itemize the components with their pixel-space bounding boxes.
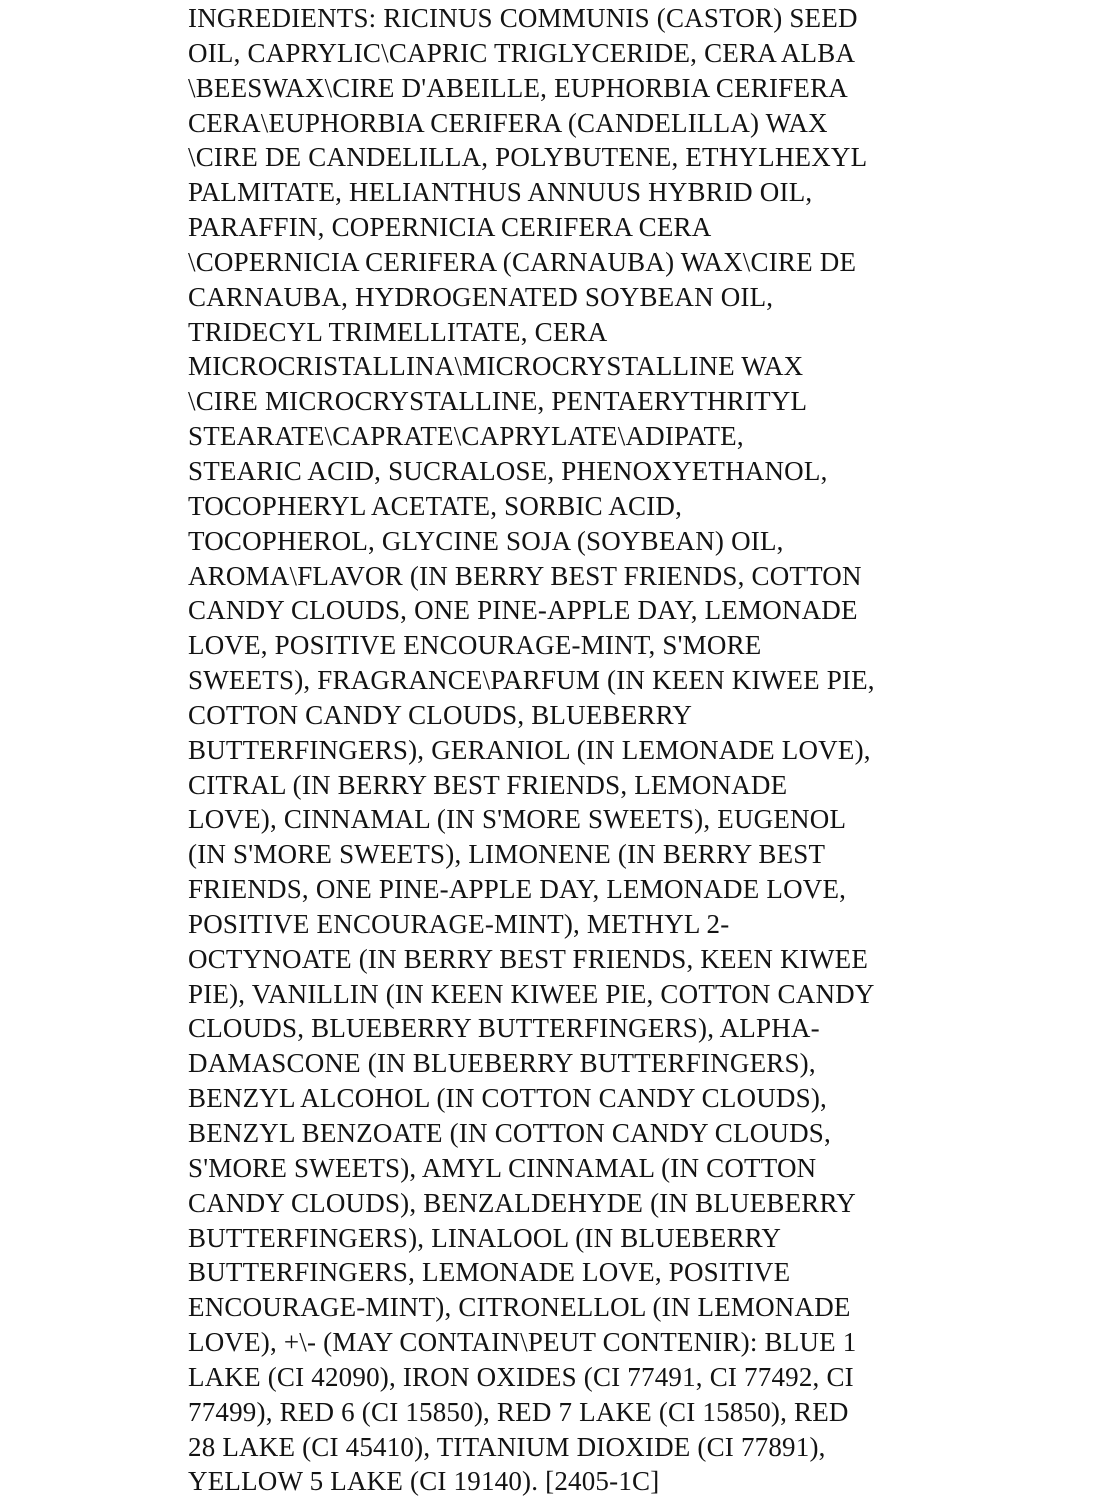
text-line: BENZYL ALCOHOL (IN COTTON CANDY CLOUDS), xyxy=(188,1083,827,1114)
text-line: PIE), VANILLIN (IN KEEN KIWEE PIE, COTTON CANDY xyxy=(188,978,875,1009)
text-line: TRIDECYL TRIMELLITATE, CERA xyxy=(188,316,608,347)
text-line: TOCOPHEROL, GLYCINE SOJA (SOYBEAN) OIL, xyxy=(188,525,784,556)
text-line: BUTTERFINGERS), LINALOOL (IN BLUEBERRY xyxy=(188,1222,782,1253)
text-line: PARAFFIN, COPERNICIA CERIFERA CERA xyxy=(188,212,712,243)
text-line: MICROCRISTALLINA\MICROCRYSTALLINE WAX xyxy=(188,351,804,382)
text-line: CITRAL (IN BERRY BEST FRIENDS, LEMONADE xyxy=(188,769,788,800)
text-line: CERA\EUPHORBIA CERIFERA (CANDELILLA) WAX xyxy=(188,107,828,138)
text-line: LAKE (CI 42090), IRON OXIDES (CI 77491, CI 77492, CI xyxy=(188,1361,854,1392)
text-line: POSITIVE ENCOURAGE-MINT), METHYL 2- xyxy=(188,908,730,939)
text-line: LOVE, POSITIVE ENCOURAGE-MINT, S'MORE xyxy=(188,630,762,661)
text-line: DAMASCONE (IN BLUEBERRY BUTTERFINGERS), xyxy=(188,1048,816,1079)
text-line: (IN S'MORE SWEETS), LIMONENE (IN BERRY BEST xyxy=(188,839,826,870)
text-line: \CIRE DE CANDELILLA, POLYBUTENE, ETHYLHEXYL xyxy=(188,142,868,173)
text-line: \CIRE MICROCRYSTALLINE, PENTAERYTHRITYL xyxy=(188,386,808,417)
text-line: BENZYL BENZOATE (IN COTTON CANDY CLOUDS, xyxy=(188,1118,831,1148)
text-line: LOVE), +\- (MAY CONTAIN\PEUT CONTENIR): BLUE 1 xyxy=(188,1327,857,1358)
text-line: OCTYNOATE (IN BERRY BEST FRIENDS, KEEN KIWEE xyxy=(188,943,869,974)
text-line: CANDY CLOUDS, ONE PINE-APPLE DAY, LEMONADE xyxy=(188,595,858,626)
text-line: S'MORE SWEETS), AMYL CINNAMAL (IN COTTON xyxy=(188,1152,817,1183)
text-line: COTTON CANDY CLOUDS, BLUEBERRY xyxy=(188,699,693,730)
text-line: \BEESWAX\CIRE D'ABEILLE, EUPHORBIA CERIFERA xyxy=(188,72,848,103)
text-line: AROMA\FLAVOR (IN BERRY BEST FRIENDS, COTTON xyxy=(188,560,862,591)
text-line: OIL, CAPRYLIC\CAPRIC TRIGLYCERIDE, CERA ALBA xyxy=(188,37,856,68)
text-line: TOCOPHERYL ACETATE, SORBIC ACID, xyxy=(188,490,683,521)
text-line: \COPERNICIA CERIFERA (CARNAUBA) WAX\CIRE DE xyxy=(188,246,857,277)
text-line: PALMITATE, HELIANTHUS ANNUUS HYBRID OIL, xyxy=(188,177,813,208)
text-line: BUTTERFINGERS, LEMONADE LOVE, POSITIVE xyxy=(188,1257,791,1288)
text-line: SWEETS), FRAGRANCE\PARFUM (IN KEEN KIWEE PIE, xyxy=(188,665,875,696)
text-line: BUTTERFINGERS), GERANIOL (IN LEMONADE LOVE), xyxy=(188,734,871,765)
text-line: ENCOURAGE-MINT), CITRONELLOL (IN LEMONADE xyxy=(188,1292,851,1323)
text-line: 28 LAKE (CI 45410), TITANIUM DIOXIDE (CI 77891), xyxy=(188,1431,826,1462)
text-line: STEARIC ACID, SUCRALOSE, PHENOXYETHANOL, xyxy=(188,455,828,486)
ingredients-text-block xyxy=(188,1,928,1499)
text-line: FRIENDS, ONE PINE-APPLE DAY, LEMONADE LOVE, xyxy=(188,874,847,905)
text-line: LOVE), CINNAMAL (IN S'MORE SWEETS), EUGENOL xyxy=(188,804,847,835)
text-line: STEARATE\CAPRATE\CAPRYLATE\ADIPATE, xyxy=(188,421,744,452)
text-line: CANDY CLOUDS), BENZALDEHYDE (IN BLUEBERRY xyxy=(188,1187,856,1218)
text-line: INGREDIENTS: RICINUS COMMUNIS (CASTOR) SEED xyxy=(188,3,858,33)
text-line: CARNAUBA, HYDROGENATED SOYBEAN OIL, xyxy=(188,281,774,312)
text-line: 77499), RED 6 (CI 15850), RED 7 LAKE (CI 15850), RED xyxy=(188,1396,849,1427)
text-line: CLOUDS, BLUEBERRY BUTTERFINGERS), ALPHA- xyxy=(188,1013,820,1044)
text-line: YELLOW 5 LAKE (CI 19140). [2405-1C] xyxy=(188,1466,660,1497)
